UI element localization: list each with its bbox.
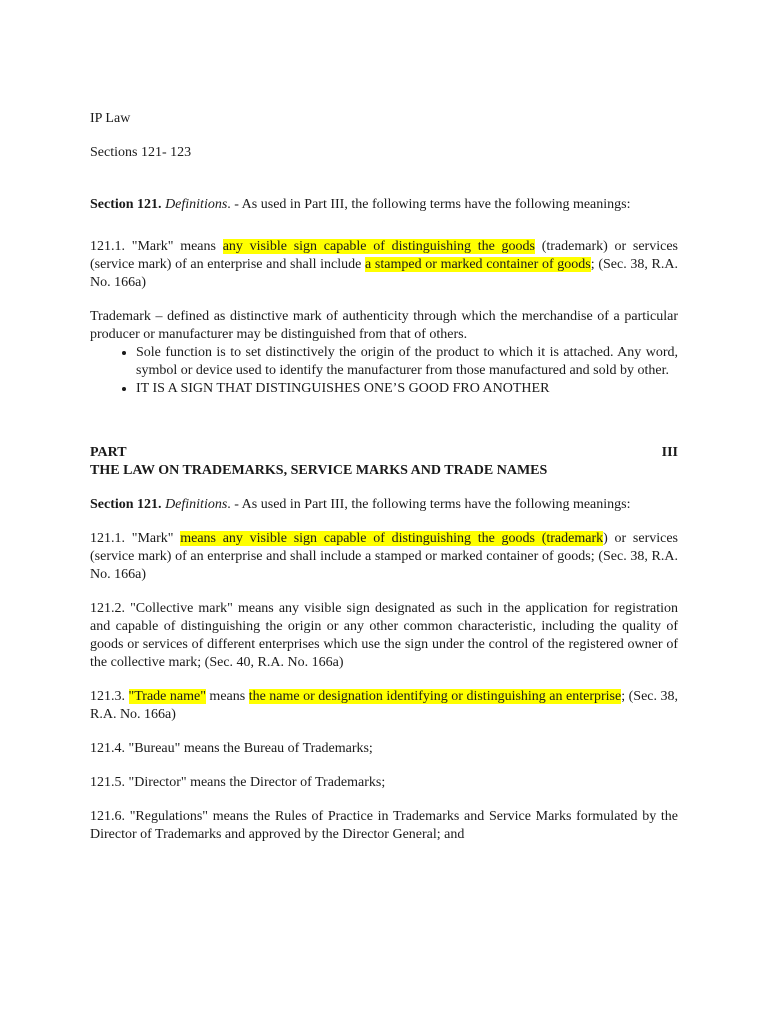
section-label: Section 121. bbox=[90, 197, 162, 212]
highlight-run: means any visible sign capable of distinguishing the goods (trademark bbox=[180, 531, 604, 546]
section-label: Section 121. bbox=[90, 497, 162, 512]
text-run: 121.1. "Mark" means bbox=[90, 239, 223, 254]
trademark-definition: Trademark – defined as distinctive mark of authenticity through which the merchandise of a particular producer or manufacturer may be distinguished from that of others. bbox=[90, 309, 678, 342]
section-intro: . - As used in Part III, the following terms have the following meanings: bbox=[227, 497, 631, 512]
paragraph-121-4: 121.4. "Bureau" means the Bureau of Trademarks; bbox=[90, 741, 373, 756]
text-run: (trademark) or services (service mark) of an enterprise and shall include bbox=[90, 239, 678, 272]
section-121-heading-a bbox=[90, 196, 678, 214]
doc-title: IP Law bbox=[90, 111, 131, 126]
paragraph-121-6: 121.6. "Regulations" means the Rules of Practice in Trademarks and Service Marks formulated by the Director of Trademarks and approved by the Director General; and bbox=[90, 809, 678, 842]
highlight-run: any visible sign capable of distinguishing the goods bbox=[222, 239, 535, 254]
paragraph-121-1-a bbox=[90, 238, 678, 292]
text-run: ) or services (service mark) of an enterprise and shall include a stamped or marked container of goods; (Sec. 38, R.A. No. 166a) bbox=[90, 531, 678, 582]
paragraph-121-1-b bbox=[90, 530, 678, 584]
list-item: • Sole function is to set distinctively the origin of the product to which it is attached. Any word, symbol or device used to identify the manufacturer from those manufactured and sold by other. bbox=[136, 344, 678, 380]
paragraph-121-5: 121.5. "Director" means the Director of Trademarks; bbox=[90, 775, 386, 790]
part-heading bbox=[90, 444, 678, 462]
definitions-term: Definitions bbox=[165, 497, 228, 512]
text-run: means bbox=[205, 689, 249, 704]
section-121-heading-b bbox=[90, 496, 678, 514]
list-item: • IT IS A SIGN THAT DISTINGUISHES ONE’S GOOD FRO ANOTHER bbox=[136, 380, 678, 398]
paragraph-121-2: 121.2. "Collective mark" means any visible sign designated as such in the application for registration and capable of distinguishing the origin or any other common characteristic, including the quality of goods or services of different enterprises which use the sign under the control of the registered owner of the collective mark; (Sec. 40, R.A. No. 166a) bbox=[90, 601, 678, 670]
highlight-run: the name or designation identifying or distinguishing an enterprise bbox=[248, 689, 622, 704]
bullet-list bbox=[90, 344, 678, 398]
document-page bbox=[90, 110, 678, 844]
definitions-term: Definitions bbox=[165, 197, 228, 212]
highlight-run: a stamped or marked container of goods bbox=[365, 257, 591, 272]
highlight-run: "Trade name" bbox=[128, 689, 206, 704]
paragraph-121-3 bbox=[90, 688, 678, 724]
text-run: ; (Sec. 38, R.A. No. 166a) bbox=[90, 689, 679, 722]
text-run: 121.3. bbox=[90, 689, 129, 704]
sections-line: Sections 121- 123 bbox=[90, 145, 192, 160]
part-number: III bbox=[661, 445, 678, 460]
section-intro: . - As used in Part III, the following terms have the following meanings: bbox=[227, 197, 631, 212]
text-run: ; (Sec. 38, R.A. No. 166a) bbox=[90, 257, 678, 290]
text-run: 121.1. "Mark" bbox=[90, 531, 181, 546]
part-label: PART bbox=[90, 445, 127, 460]
part-title: THE LAW ON TRADEMARKS, SERVICE MARKS AND TRADE NAMES bbox=[90, 463, 548, 478]
